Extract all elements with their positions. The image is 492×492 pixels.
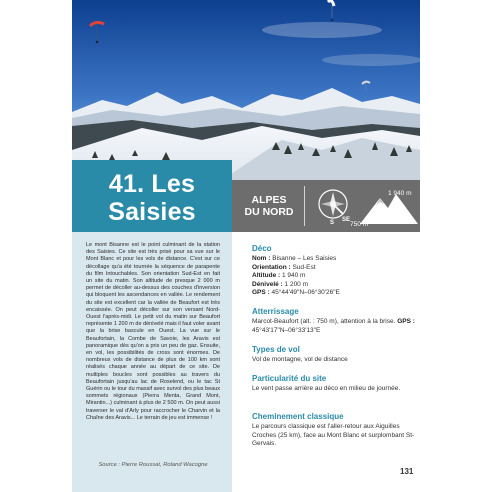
deco-altitude-label: Altitude : bbox=[252, 272, 281, 279]
particularite-section bbox=[252, 374, 424, 394]
atterrissage-title: Atterrissage bbox=[252, 307, 299, 316]
deco-orientation-row bbox=[252, 264, 424, 273]
particularite-title: Particularité du site bbox=[252, 374, 327, 383]
deco-name-label: Nom : bbox=[252, 255, 271, 262]
atterrissage-section bbox=[252, 307, 424, 335]
types-text: Vol de montagne, vol de distance bbox=[252, 356, 348, 363]
deco-gps-value: 45°44'49"N–06°30'26"E bbox=[271, 289, 340, 296]
atterrissage-gps-label: GPS : bbox=[397, 318, 415, 325]
deco-gps-label: GPS : bbox=[252, 289, 270, 296]
region-box bbox=[232, 180, 420, 232]
particularite-text: Le vent passe arrière au déco en milieu de journée. bbox=[252, 385, 401, 392]
atterrissage-description: Marcot-Beaufort (alt. : 750 m), attention à la brise. bbox=[252, 318, 396, 325]
deco-orientation-label: Orientation : bbox=[252, 263, 291, 271]
atterrissage-gps-value: 45°43'17"N–06°33'13"E bbox=[252, 326, 321, 334]
cheminement-section bbox=[252, 412, 424, 449]
region-name bbox=[238, 194, 300, 218]
deco-section bbox=[252, 244, 424, 298]
page-title bbox=[72, 170, 232, 226]
source-credit: Source : Pierre Roussat, Roland Wacogne bbox=[98, 462, 208, 468]
types-title: Types de vol bbox=[252, 345, 300, 354]
compass-se-label: SE bbox=[342, 217, 351, 223]
cover-photo bbox=[72, 0, 420, 180]
altitude-high: 1 940 m bbox=[388, 190, 412, 197]
description-text: Le mont Bisanne est le point culminant de la station des Saisies. Ce site est très prisé pour sa vue sur le Mont Blanc et pour les vols de distance. C'est sur ce décollage qu'a été tournée la séquence de parapente du film Intouchables. Son orientation Sud-Est en fait un site du matin. Son altitude de presque 2 000 m permet de décoller au-dessus des couches d'inversion qui bloquent les ascendances en vallée. Le rendement du site est excellent car la vallée de Beaufort est très encaissée. On peut décoller sur son versant Nord-Ouest l'après-midi. Le petit vol du matin sur Beaufort représente 1 200 m de dénivelé mais il faut voler avant que la brise bascule en Ouest. La vue sur le Beaufortain, la Combe de Savoie, les Aravis est panoramique dès qu'on a pris un peu de gaz. Ensuite, en vol, les possibilités de cross sont énormes. De nombreux vols de distance de plus de 100 km sont réalisés chaque année au départ de ce site. De multiples boucles sont possibles au travers du Beaufortain jusqu'au lac de Roselend, ou le tac St Guérin ou le tour du massif avec survol des plus beaux sommets régionaux (Pierra Menta, Grand Mont, Mirantin...) culminant à plus de 2 500 m. On peut aussi traverser le val d'Arly pour raccrocher le Charvin et la Chaîne des Aravis... Le terrain de jeu est immense ! bbox=[86, 242, 220, 421]
cheminement-title: Cheminement classique bbox=[252, 412, 344, 421]
atterrissage-text bbox=[252, 318, 424, 335]
deco-title: Déco bbox=[252, 244, 272, 253]
deco-gps-row bbox=[252, 289, 424, 298]
deco-altitude-row bbox=[252, 272, 424, 281]
cheminement-text: Le parcours classique est l'aller-retour aux Aiguilles Croches (25 km), face au Mont Blanc et surplombant St-Gervais. bbox=[252, 423, 415, 447]
title-box bbox=[72, 160, 232, 232]
deco-denivele-value: 1 200 m bbox=[284, 280, 309, 288]
title-line: 41. Les Saisies bbox=[108, 170, 196, 226]
deco-denivele-row bbox=[252, 281, 424, 290]
deco-name-row bbox=[252, 255, 424, 264]
deco-orientation-value: Sud-Est bbox=[292, 263, 316, 271]
mountain-photo bbox=[72, 0, 420, 180]
types-section bbox=[252, 345, 424, 365]
altitude-low: 750 m bbox=[350, 221, 369, 228]
compass-s-label: S bbox=[330, 220, 335, 226]
deco-altitude-value: 1 940 m bbox=[281, 272, 306, 279]
page-number: 131 bbox=[400, 467, 414, 476]
deco-denivele-label: Dénivelé : bbox=[252, 280, 283, 288]
description-panel bbox=[72, 232, 232, 492]
deco-name-value: Bisanne – Les Saisies bbox=[272, 255, 337, 262]
region-line-2: DU NORD bbox=[244, 206, 294, 218]
region-divider bbox=[304, 186, 305, 226]
region-line-1: ALPES bbox=[251, 194, 287, 206]
